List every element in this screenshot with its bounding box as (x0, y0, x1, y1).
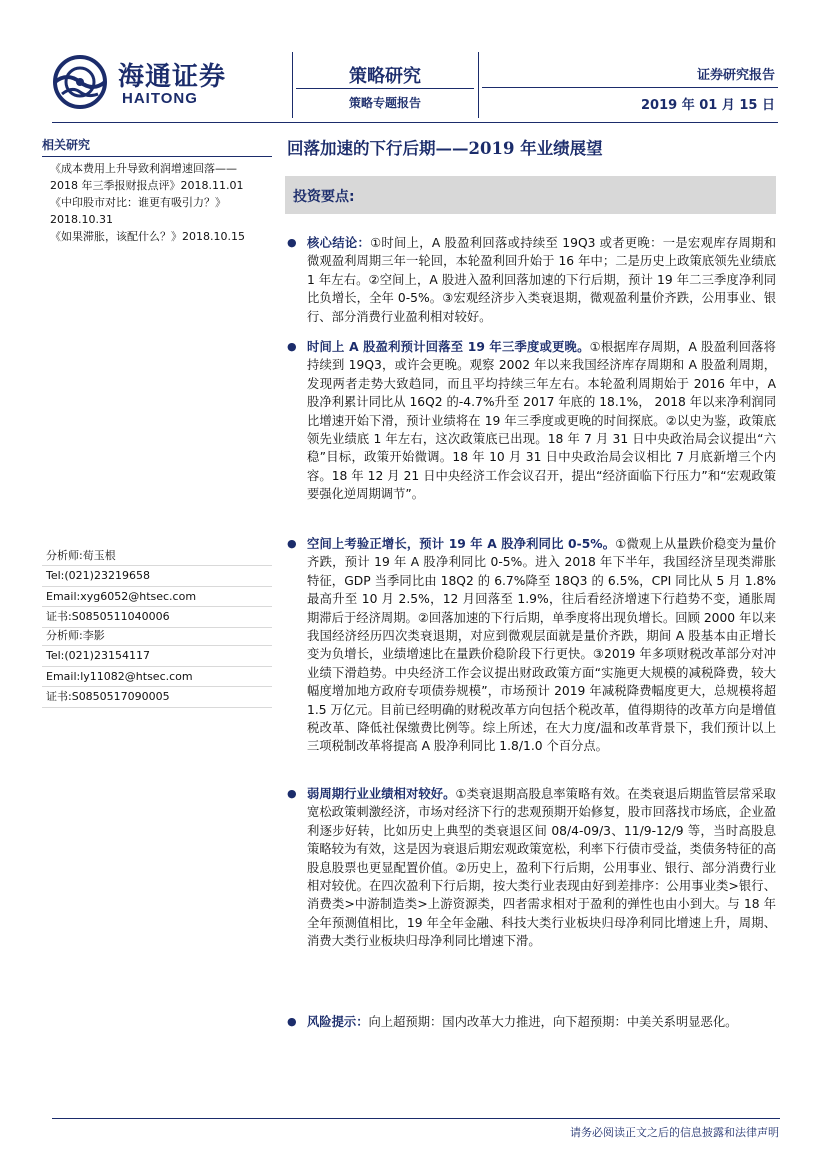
key-point-paragraph (287, 338, 776, 504)
paragraph-body: ①时间上，A 股盈利回落或持续至 19Q3 或者更晚：一是宏观库存周期和微观盈利周期三年一轮回，本轮盈利回升始于 16 年中；二是历史上政策底领先业绩底 1 年左右。②空间上，A 股进入盈利回落加速的下行后期，预计 19 年二三季度净利同比负增长，全年 0-5%。③宏观经济步入类衰退期，微观盈利量价齐跌，公用事业、银行、部分消费行业盈利相对较好。 (307, 236, 776, 324)
analyst-email[interactable]: Email:ly11082@htsec.com (42, 667, 272, 687)
related-research-heading: 相关研究 (42, 136, 272, 157)
haitong-logo-icon (52, 54, 108, 110)
analyst-card (42, 546, 272, 628)
footer-disclaimer[interactable]: 请务必阅读正文之后的信息披露和法律声明 (570, 1126, 779, 1139)
related-research (42, 136, 272, 245)
report-category: 策略研究 (349, 66, 421, 87)
report-subcategory: 策略专题报告 (348, 96, 421, 110)
paragraph-lead: 时间上 A 股盈利预计回落至 19 年三季度或更晚。 (307, 340, 590, 354)
paragraph-lead: 空间上考验正增长，预计 19 年 A 股净利同比 0-5%。 (307, 537, 616, 551)
haitong-logo (52, 54, 247, 110)
logo-english-text: HAITONG (122, 90, 198, 107)
header-divider-right (478, 52, 479, 118)
analyst-tel: Tel:(021)23219658 (42, 566, 272, 586)
paragraph-lead: 风险提示： (307, 1015, 369, 1029)
analyst-card (42, 626, 272, 708)
bullet-icon: ● (287, 1015, 297, 1028)
paragraph-body: ①类衰退期高股息率策略有效。在类衰退后期监管层常采取宽松政策刺激经济，市场对经济下行的悲观预期开始修复，股市回落找市场底，企业盈利逐步好转，比如历史上典型的类衰退区间 08/4-09/3、11/9-12/9 等，当时高股息策略较为有效，这是因为衰退后期宏观政策宽松，利率下行债市受益，类债务特征的高股息股票也更显配置价值。②历史上，盈利下行后期，公用事业、银行、部分消费行业相对较优。在四次盈利下行后期，按大类行业表现由好到差排序：公用事业类>银行、消费类>中游制造类>上游资源类，四者需求相对于盈利的弹性也由小到大。与 18 年全年预测值相比，19 年全年金融、科技大类行业板块归母净利同比增速上升，周期、消费大类行业板块归母净利同比增速下滑。 (307, 787, 776, 949)
related-item: 2018 年三季报财报点评》2018.11.01 (50, 179, 244, 192)
analyst-tel: Tel:(021)23154117 (42, 646, 272, 666)
header-right-rule (482, 87, 778, 88)
paragraph-body: ①微观上从量跌价稳变为量价齐跌，预计 19 年 A 股净利同比 0-5%。进入 2018 年下半年，我国经济呈现类滞胀特征，GDP 当季同比由 18Q2 的 6.7%降至 18Q3 的 6.5%，CPI 同比从 5 月 1.8%最高升至 10 月 2.5%，12 月回落至 1.9%，往后看经济增速下行趋势不变，通胀周期滞后于经济周期。②回落加速的下行后期，单季度将出现负增长。回顾 2000 年以来我国经济经历四次类衰退期，对应到微观层面就是量价齐跌，期间 A 股基本由正增长变为负增长，业绩增速比在量跌价稳阶段下行更快。③2019 年多项财税改革部分对冲业绩下滑趋势。中央经济工作会议提出财政政策方面“实施更大规模的减税降费，较大幅度增加地方政府专项债券规模”，市场预计 2019 年减税降费幅度更大，总规模将超 1.5 万亿元。目前已经明确的财税改革方向包括个税改革，值得期待的改革方向是增值税改革、降低社保缴费比例等。综上所述，在大力度/温和改革背景下，我们预计以上三项税制改革将提高 A 股净利同比 1.8/1.0 个百分点。 (307, 537, 776, 754)
paragraph-body: 向上超预期：国内改革大力推进，向下超预期：中美关系明显恶化。 (368, 1015, 738, 1029)
analyst-name: 分析师:李影 (42, 626, 272, 646)
logo-chinese-text: 海通证券 (118, 62, 227, 92)
related-item: 《中印股市对比：谁更有吸引力？》 (50, 196, 226, 209)
related-item: 《如果滞胀，该配什么？》2018.10.15 (50, 230, 245, 243)
bullet-icon: ● (287, 537, 297, 550)
paragraph-body: ①根据库存周期，A 股盈利回落将持续到 19Q3，或许会更晚。观察 2002 年以来我国经济库存周期和 A 股盈利周期，发现两者走势大致趋同，而且平均持续三年左右。本轮盈利周期始于 2016 年中，A 股净利累计同比从 16Q2 的-4.7%升至 2017 年底的 18.1%， 2018 年以来净利润同比增速开始下滑，预计业绩将在 19 年三季度或更晚的时间探底。②以史为鉴，政策底领先业绩底 1 年左右，这次政策底已出现。18 年 7 月 31 日中央政治局会议提出“六稳”目标，政策开始微调。18 年 10 月 31 日中央政治局会议相比 7 月底新增三个内容。18 年 12 月 21 日中央经济工作会议召开，提出“经济面临下行压力”和“宏观政策要强化逆周期调节”。 (307, 340, 776, 502)
key-point-paragraph (287, 234, 776, 326)
risk-warning-paragraph (287, 1013, 776, 1031)
bullet-icon: ● (287, 340, 297, 353)
bullet-icon: ● (287, 236, 297, 249)
header-title-rule (296, 88, 474, 89)
section-header-bar (285, 176, 776, 214)
analyst-cert: 证书:S0850511040006 (42, 607, 272, 627)
header-divider-left (292, 52, 293, 118)
paragraph-lead: 弱周期行业业绩相对较好。 (307, 787, 456, 801)
analyst-name: 分析师:荀玉根 (42, 546, 272, 566)
footer-rule (52, 1118, 780, 1119)
related-item: 《成本费用上升导致利润增速回落—— (50, 162, 237, 175)
related-item: 2018.10.31 (50, 213, 113, 226)
analyst-email[interactable]: Email:xyg6052@htsec.com (42, 587, 272, 607)
analyst-cert: 证书:S0850517090005 (42, 687, 272, 707)
report-type: 证券研究报告 (696, 68, 775, 83)
key-point-paragraph (287, 535, 776, 756)
bullet-icon: ● (287, 787, 297, 800)
header-bottom-rule (52, 122, 778, 123)
key-point-paragraph (287, 785, 776, 951)
report-title: 回落加速的下行后期——2019 年业绩展望 (287, 139, 603, 158)
paragraph-lead: 核心结论： (307, 236, 371, 250)
report-date: 2019 年 01 月 15 日 (641, 98, 775, 113)
section-heading: 投资要点: (293, 189, 355, 205)
